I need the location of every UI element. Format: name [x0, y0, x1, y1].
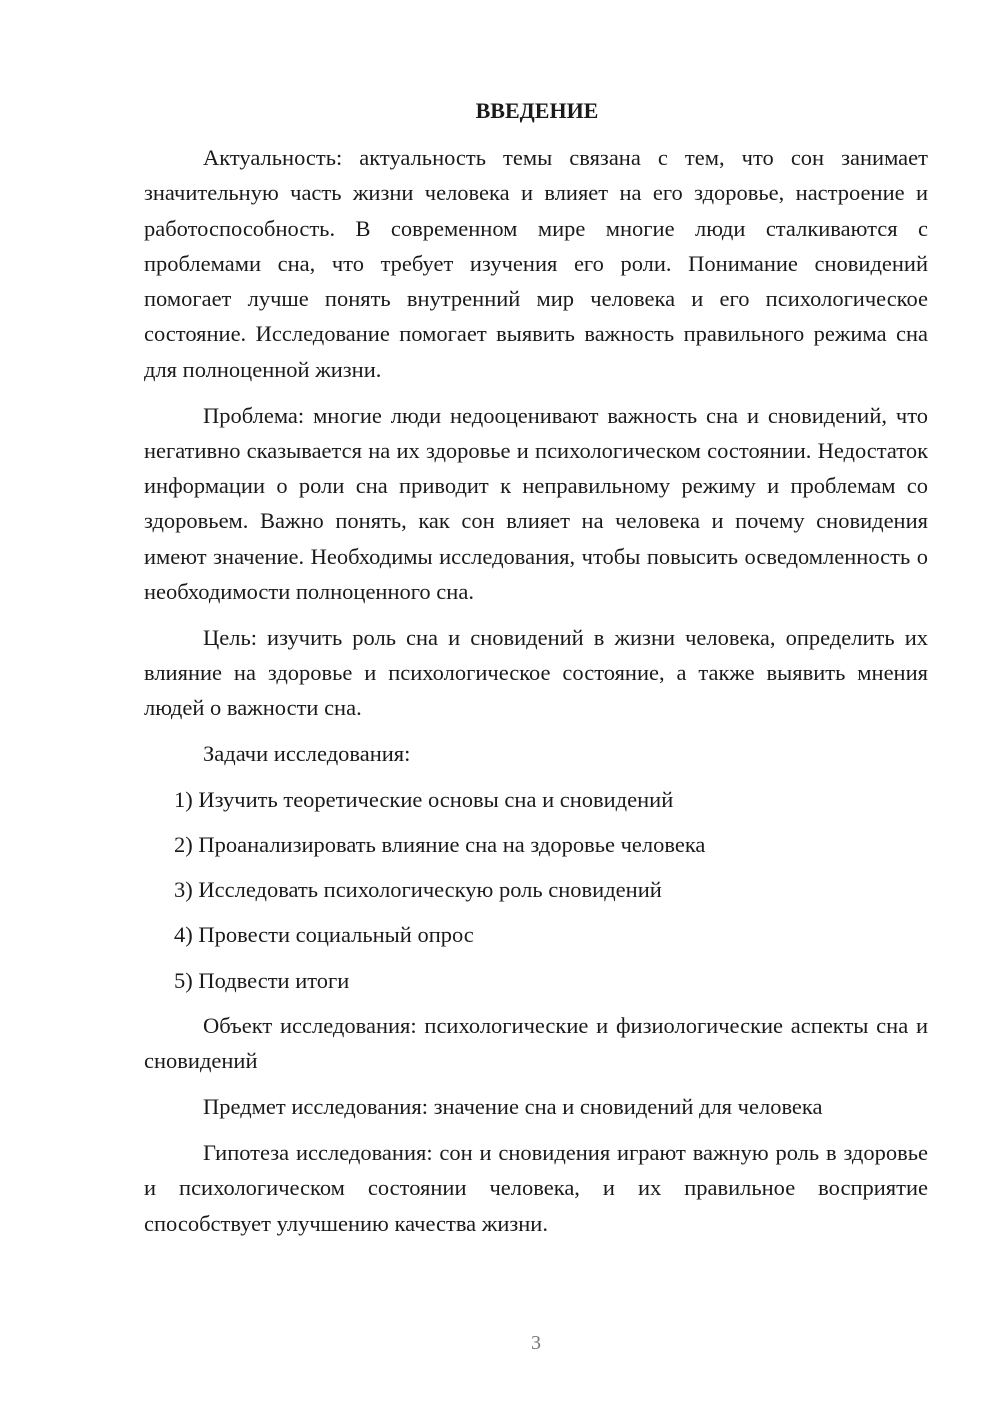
- tasks-heading: Задачи исследования:: [203, 741, 411, 767]
- task-item: 4) Провести социальный опрос: [174, 922, 474, 948]
- task-item: 3) Исследовать психологическую роль сновидений: [174, 877, 662, 903]
- goal-paragraph: Цель: изучить роль сна и сновидений в жизни человека, определить их влияние на здоровье и психологическое состояние, а также выявить мнения людей о важности сна.: [144, 624, 928, 721]
- object-paragraph: Объект исследования: психологические и физиологические аспекты сна и сновидений: [144, 1013, 928, 1074]
- page-title: ВВЕДЕНИЕ: [475, 98, 599, 123]
- task-item: 5) Подвести итоги: [174, 967, 350, 993]
- tasks-list: [144, 782, 928, 998]
- document-body: [144, 96, 928, 1251]
- problem-paragraph: Проблема: многие люди недооценивают важность сна и сновидений, что негативно сказывается на их здоровье и психологическом состоянии. Недостаток информации о роли сна приводит к неправильному режиму и проблемам со здоровьем. Важно понять, как сон влияет на человека и почему сновидения имеют значение. Необходимы исследования, чтобы повысить осведомленность о необходимости полноценного сна.: [144, 402, 928, 605]
- page-number: 3: [531, 1332, 541, 1354]
- relevance-paragraph: Актуальность: актуальность темы связана с тем, что сон занимает значительную часть жизни человека и влияет на его здоровье, настроение и работоспособность. В современном мире многие люди сталкиваются с проблемами сна, что требует изучения его роли. Понимание сновидений помогает лучше понять внутренний мир человека и его психологическое состояние. Исследование помогает выявить важность правильного режима сна для полноценной жизни.: [144, 145, 928, 382]
- hypothesis-paragraph: Гипотеза исследования: сон и сновидения играют важную роль в здоровье и психологическом состоянии человека, и их правильное восприятие способствует улучшению качества жизни.: [144, 1139, 928, 1236]
- task-item: 2) Проанализировать влияние сна на здоровье человека: [174, 831, 706, 857]
- subject-paragraph: Предмет исследования: значение сна и сновидений для человека: [203, 1094, 823, 1120]
- task-item: 1) Изучить теоретические основы сна и сновидений: [174, 786, 674, 812]
